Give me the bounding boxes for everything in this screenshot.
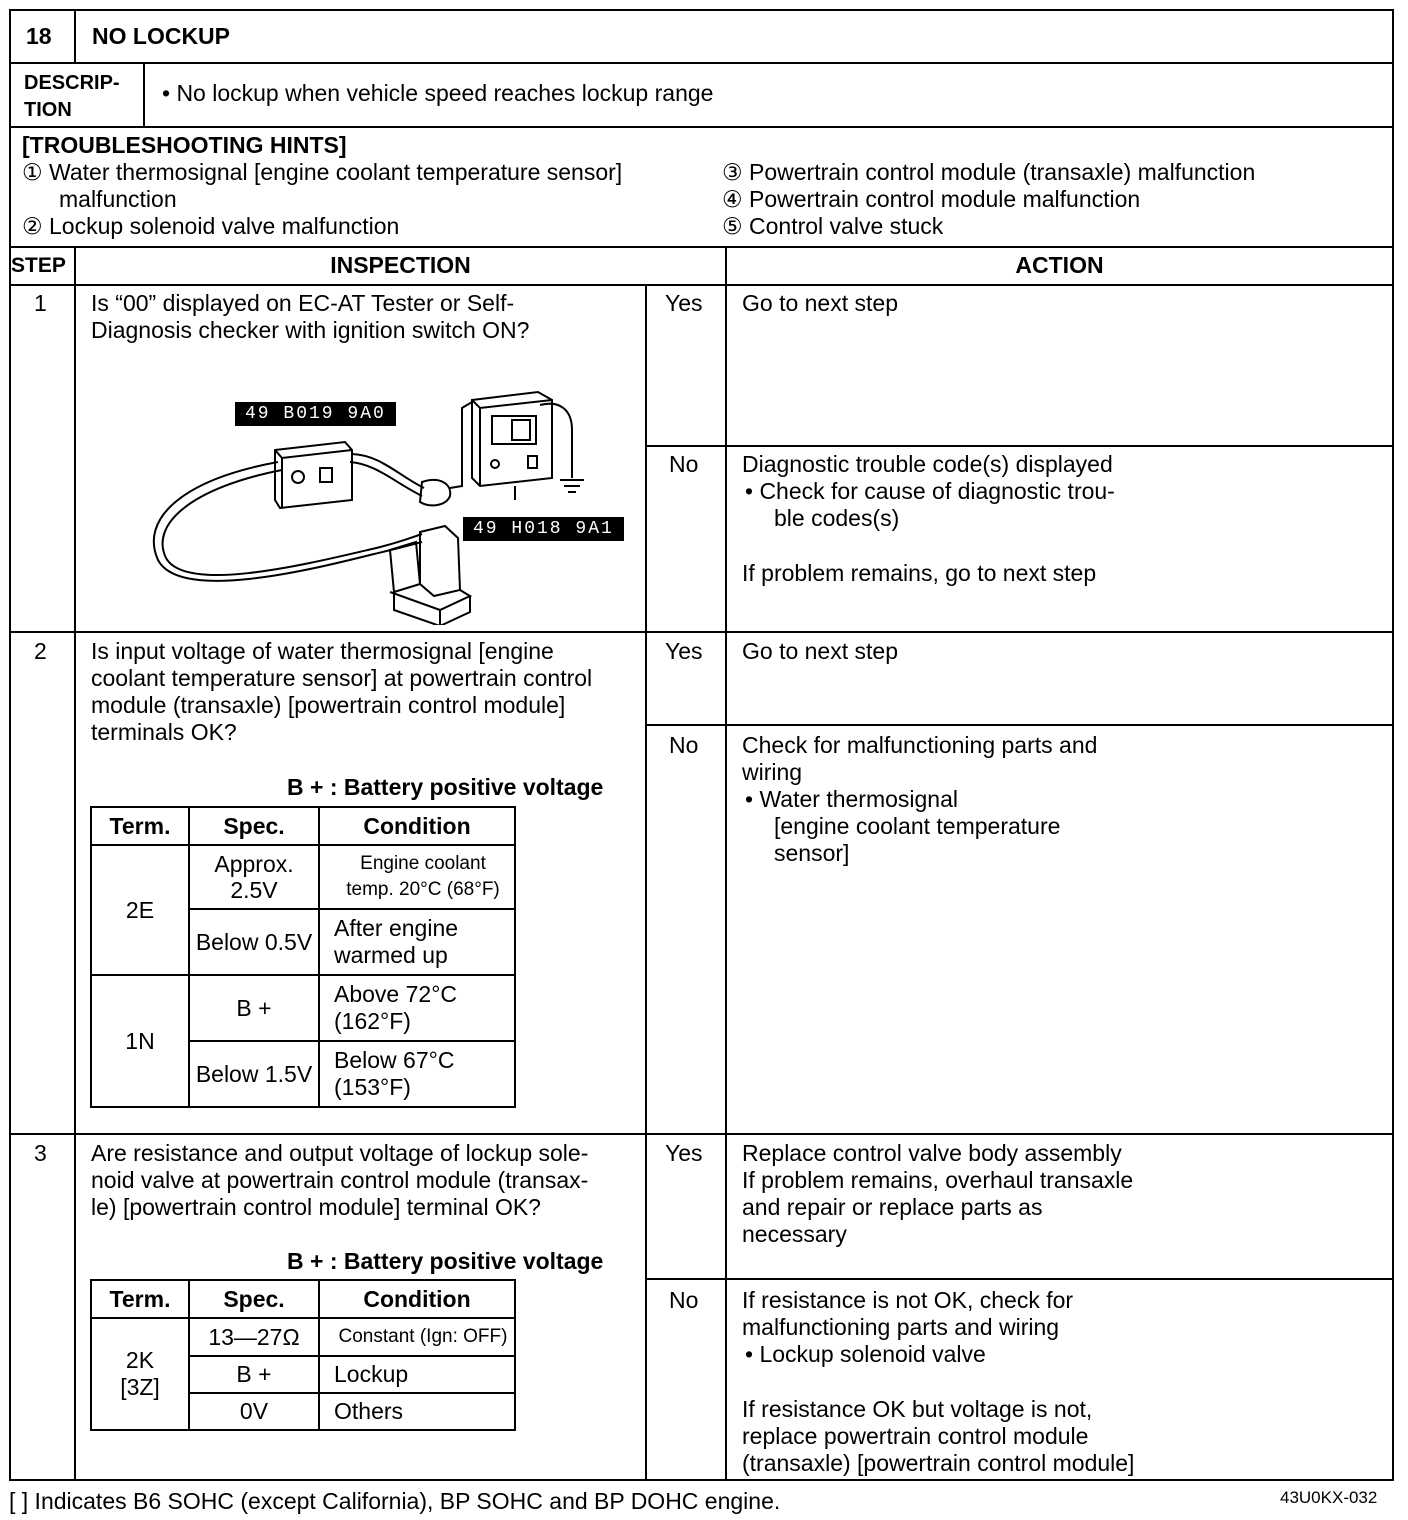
- divider: [9, 246, 1394, 248]
- action-text: If resistance is not OK, check for: [742, 1287, 1074, 1313]
- divider: [645, 284, 647, 1481]
- action-text: Check for malfunctioning parts and: [742, 732, 1098, 758]
- column-header-action: ACTION: [1015, 252, 1104, 278]
- no-label: No: [669, 732, 699, 758]
- table-header: Condition: [319, 1280, 515, 1318]
- description-label: DESCRIP-: [24, 72, 120, 94]
- yes-label: Yes: [665, 1140, 703, 1166]
- hint-item: ① Water thermosignal [engine coolant temperature sensor]: [22, 159, 623, 185]
- table-cell-condition: [319, 845, 515, 909]
- action-text: (transaxle) [powertrain control module]: [742, 1450, 1135, 1476]
- action-text: wiring: [742, 759, 803, 785]
- part-number-tag: 49 B019 9A0: [235, 402, 396, 426]
- divider: [9, 1133, 1394, 1135]
- table-cell-spec: B +: [189, 975, 319, 1041]
- cell-line: warmed up: [334, 942, 448, 968]
- action-text: Diagnostic trouble code(s) displayed: [742, 451, 1113, 477]
- divider: [74, 9, 76, 64]
- cell-line: Above 72°C: [334, 981, 457, 1007]
- table-cell-condition: Lockup: [319, 1356, 515, 1393]
- cell-line: [3Z]: [120, 1374, 160, 1400]
- cell-line: (162°F): [334, 1008, 411, 1034]
- table-header: Condition: [319, 807, 515, 845]
- step-number: 3: [34, 1140, 47, 1166]
- cell-line: 2K: [125, 1347, 155, 1373]
- no-label: No: [669, 451, 699, 477]
- voltage-note: B + : Battery positive voltage: [287, 1248, 604, 1274]
- spec-table: [90, 806, 516, 1108]
- hint-item: ⑤ Control valve stuck: [722, 213, 944, 239]
- divider: [645, 445, 1394, 447]
- frame-bottom: [9, 1479, 1394, 1481]
- action-text: If resistance OK but voltage is not,: [742, 1396, 1093, 1422]
- cell-line: temp. 20°C (68°F): [346, 879, 500, 900]
- cell-line: After engine: [334, 915, 459, 941]
- action-text: • Water thermosignal: [745, 786, 958, 812]
- action-text: If problem remains, overhaul transaxle: [742, 1167, 1134, 1193]
- inspection-text: le) [powertrain control module] terminal OK?: [91, 1194, 541, 1220]
- inspection-text: Diagnosis checker with ignition switch ON?: [91, 317, 530, 343]
- action-text: Go to next step: [742, 290, 898, 316]
- frame-right: [1392, 9, 1394, 1481]
- action-text: replace powertrain control module: [742, 1423, 1089, 1449]
- divider: [645, 724, 1394, 726]
- divider: [9, 631, 1394, 633]
- inspection-text: module (transaxle) [powertrain control module]: [91, 692, 566, 718]
- divider: [9, 62, 1394, 64]
- document-code: 43U0KX-032: [1280, 1488, 1378, 1507]
- hint-item: ④ Powertrain control module malfunction: [722, 186, 1141, 212]
- action-text: ble codes(s): [774, 505, 900, 531]
- cell-line: Engine coolant: [360, 853, 486, 874]
- action-text: If problem remains, go to next step: [742, 560, 1097, 586]
- table-cell-spec: 0V: [189, 1393, 319, 1430]
- table-cell-condition: Constant (Ign: OFF): [319, 1318, 515, 1356]
- column-header-step: STEP: [11, 254, 66, 277]
- table-cell-condition: Others: [319, 1393, 515, 1430]
- cell-line: (153°F): [334, 1074, 411, 1100]
- table-cell-term: [91, 1318, 189, 1430]
- inspection-text: coolant temperature sensor] at powertrain control: [91, 665, 593, 691]
- divider: [645, 1278, 1394, 1280]
- inspection-text: terminals OK?: [91, 719, 237, 745]
- cell-line: 2.5V: [230, 877, 278, 903]
- inspection-text: Are resistance and output voltage of lockup sole-: [91, 1140, 589, 1166]
- cell-line: Approx.: [214, 851, 294, 877]
- description-text: • No lockup when vehicle speed reaches lockup range: [162, 80, 714, 106]
- frame-top: [9, 9, 1394, 11]
- hint-item: ② Lockup solenoid valve malfunction: [22, 213, 400, 239]
- footnote: [ ] Indicates B6 SOHC (except California), BP SOHC and BP DOHC engine.: [9, 1488, 781, 1514]
- cell-line: Below 67°C: [334, 1047, 455, 1073]
- action-text: Go to next step: [742, 638, 898, 664]
- table-cell-condition: [319, 1041, 515, 1107]
- spec-table: [90, 1279, 516, 1431]
- action-text: malfunctioning parts and wiring: [742, 1314, 1060, 1340]
- hint-item: malfunction: [59, 186, 177, 212]
- no-label: No: [669, 1287, 699, 1313]
- action-text: sensor]: [774, 840, 850, 866]
- action-text: Replace control valve body assembly: [742, 1140, 1122, 1166]
- action-text: • Lockup solenoid valve: [745, 1341, 986, 1367]
- step-number: 1: [34, 290, 47, 316]
- yes-label: Yes: [665, 290, 703, 316]
- inspection-text: noid valve at powertrain control module (transax-: [91, 1167, 589, 1193]
- page-title: NO LOCKUP: [92, 23, 230, 49]
- table-cell-spec: [189, 845, 319, 909]
- action-text: [engine coolant temperature: [774, 813, 1061, 839]
- table-header: Spec.: [189, 807, 319, 845]
- action-text: necessary: [742, 1221, 847, 1247]
- part-number-tag: 49 H018 9A1: [463, 517, 624, 541]
- table-header: Term.: [91, 807, 189, 845]
- inspection-text: Is “00” displayed on EC-AT Tester or Self-: [91, 290, 515, 316]
- action-text: • Check for cause of diagnostic trou-: [745, 478, 1115, 504]
- step-number: 2: [34, 638, 47, 664]
- frame-left: [9, 9, 11, 1481]
- table-cell-condition: [319, 975, 515, 1041]
- divider: [725, 246, 727, 1481]
- section-number: 18: [26, 23, 52, 49]
- table-cell-spec: 13—27Ω: [189, 1318, 319, 1356]
- column-header-inspection: INSPECTION: [330, 252, 471, 278]
- divider: [74, 246, 76, 1481]
- divider: [143, 62, 145, 128]
- table-cell-spec: B +: [189, 1356, 319, 1393]
- table-cell-spec: Below 1.5V: [189, 1041, 319, 1107]
- table-cell-term: 1N: [91, 975, 189, 1107]
- table-cell-term: 2E: [91, 845, 189, 975]
- divider: [9, 284, 1394, 286]
- table-header: Term.: [91, 1280, 189, 1318]
- table-cell-spec: Below 0.5V: [189, 909, 319, 975]
- hint-item: ③ Powertrain control module (transaxle) malfunction: [722, 159, 1256, 185]
- voltage-note: B + : Battery positive voltage: [287, 774, 604, 800]
- table-cell-condition: [319, 909, 515, 975]
- hints-title: [TROUBLESHOOTING HINTS]: [22, 132, 347, 158]
- description-label: TION: [24, 99, 72, 121]
- inspection-text: Is input voltage of water thermosignal [engine: [91, 638, 554, 664]
- divider: [9, 126, 1394, 128]
- table-header: Spec.: [189, 1280, 319, 1318]
- yes-label: Yes: [665, 638, 703, 664]
- action-text: and repair or replace parts as: [742, 1194, 1043, 1220]
